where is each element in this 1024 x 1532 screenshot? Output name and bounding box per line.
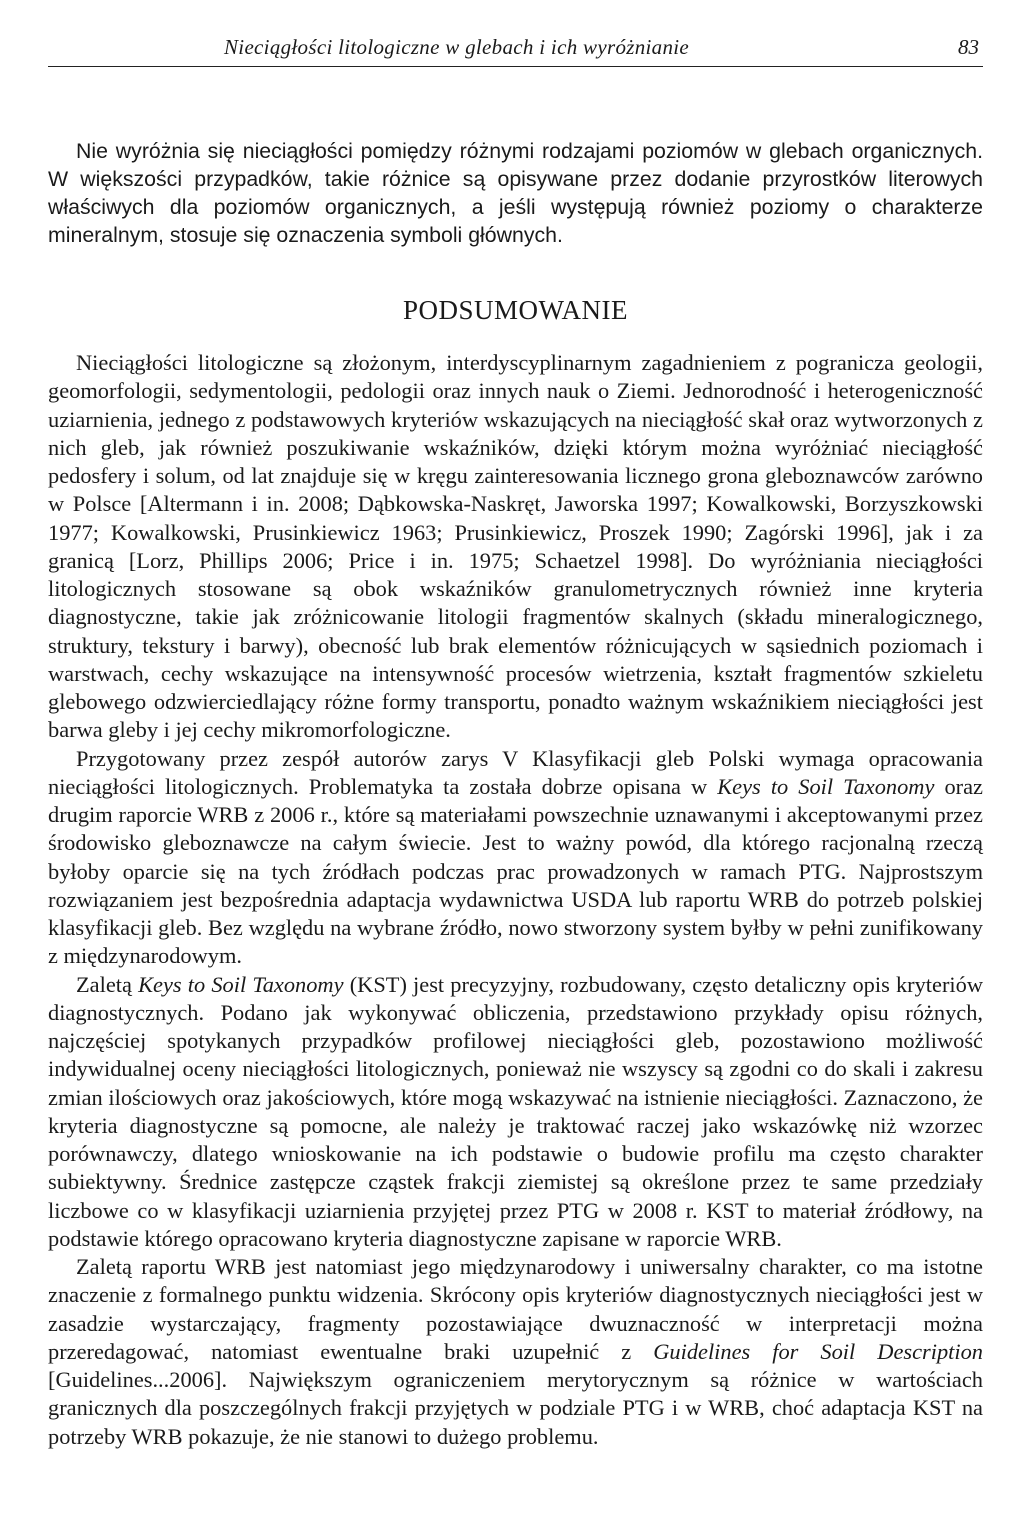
running-header bbox=[48, 28, 983, 67]
paragraph-2-text-a: Przygotowany przez zespół autorów zarys V Klasyfikacji gleb Polski wymaga opracowania nieciągłości litologicznych. Problematyka ta została dobrze opisana w bbox=[48, 745, 983, 799]
paragraph-3-text-b: (KST) jest precyzyjny, rozbudowany, często detaliczny opis kryteriów diagnostycznych. Podano jak wykonywać obliczenia, przedstawiono przykłady opisu różnych, najczęściej spotykanych przypadków profilowej nieciągłości gleb, pozostawiono możliwość indywidualnej oceny nieciągłości litologicznych, ponieważ nie wszyscy są zgodni co do skali i zakresu zmian ilościowych oraz jakościowych, które mogą wskazywać na istnienie nieciągłości. Zaznaczono, że kryteria diagnostyczne są pomocne, ale należy je traktować raczej jako wskazówkę niż wzorzec porównawczy, dlatego wnioskowanie na ich podstawie o budowie profilu ma często charakter subiektywny. Średnice zastępcze cząstek frakcji ziemistej są określone przez te same przedziały liczbowe co w klasyfikacji uziarnienia przyjętej przez PTG w 2008 r. KST to materiał źródłowy, na podstawie którego opracowano kryteria diagnostyczne zapisane w raporcie WRB. bbox=[48, 971, 984, 1251]
page bbox=[48, 28, 983, 1451]
paragraph-2-italic-title: Keys to Soil Taxonomy bbox=[717, 773, 935, 799]
paragraph-4-text-b: [Guidelines...2006]. Największym ograniczeniem merytorycznym są różnice w wartościach granicznych dla poszczególnych frakcji przyjętych w podziale PTG i w WRB, choć adaptacja KST na potrzeby WRB pokazuje, że nie stanowi to dużego problemu. bbox=[48, 1367, 983, 1449]
paragraph-4-text-a: Zaletą raportu WRB jest natomiast jego międzynarodowy i uniwersalny charakter, co ma istotne znaczenie z formalnego punktu widzenia. Skrócony opis kryteriów diagnostycznych nieciągłości jest w zasadzie wystarczający, fragmenty pozostawiające dwuznaczność w interpretacji można przeredagować, natomiast ewentualne braki uzupełnić z bbox=[48, 1254, 983, 1364]
running-title: Nieciągłości litologiczne w glebach i ich wyróżnianie bbox=[224, 35, 689, 59]
paragraph-2-text-b: oraz drugim raporcie WRB z 2006 r., które są materiałami powszechnie uznawanymi i akceptowanymi przez środowisko gleboznawcze na całym świecie. Jest to ważny powód, dla którego racjonalną rzeczą byłoby oparcie się na tych źródłach podczas prac prowadzonych w ramach PTG. Najprostszym rozwiązaniem jest bezpośrednia adaptacja wydawnictwa USDA lub raportu WRB do potrzeb polskiej klasyfikacji gleb. Bez względu na wybrane źródło, nowo stworzony system byłby w pełni zunifikowany z międzynarodowym. bbox=[48, 773, 983, 969]
paragraph-summary-3 bbox=[48, 971, 983, 1254]
paragraph-3-italic-title: Keys to Soil Taxonomy bbox=[138, 971, 344, 997]
page-number: 83 bbox=[958, 35, 979, 59]
intro-paragraph: Nie wyróżnia się nieciągłości pomiędzy różnymi rodzajami poziomów w glebach organicznych. W większości przypadków, takie różnice są opisywane przez dodanie przyrostków literowych właściwych dla poziomów organicznych, a jeśli występują również poziomy o charakterze mineralnym, stosuje się oznaczenia symboli głównych. bbox=[48, 139, 983, 247]
paragraph-summary-4 bbox=[48, 1253, 983, 1451]
paragraph-summary-2 bbox=[48, 745, 983, 971]
paragraph-3-text-a: Zaletą bbox=[76, 971, 139, 997]
paragraph-4-italic-title: Guidelines for Soil Description bbox=[653, 1338, 983, 1364]
paragraph-summary-1: Nieciągłości litologiczne są złożonym, interdyscyplinarnym zagadnieniem z pogranicza geologii, geomorfologii, sedymentologii, pedologii oraz innych nauk o Ziemi. Jednorodność i heterogeniczność uziarnienia, jednego z podstawowych kryteriów wskazujących na nieciągłość skał oraz wytworzonych z nich gleb, jak również poszukiwanie wskaźników, dzięki którym można wyróżniać nieciągłość pedosfery i solum, od lat znajduje się w kręgu zainteresowania licznego grona gleboznawców zarówno w Polsce [Altermann i in. 2008; Dąbkowska-Naskręt, Jaworska 1997; Kowalkowski, Borzyszkowski 1977; Kowalkowski, Prusinkiewicz 1963; Prusinkiewicz, Proszek 1990; Zagórski 1996], jak i za granicą [Lorz, Phillips 2006; Price i in. 1975; Schaetzel 1998]. Do wyróżniania nieciągłości litologicznych stosowane są obok wskaźników granulometrycznych również inne kryteria diagnostyczne, takie jak zróżnicowanie litologii fragmentów skalnych (składu mineralogicznego, struktury, tekstury i barwy), obecność lub brak elementów różnicujących w sąsiednich poziomach i warstwach, cechy wskazujące na intensywność procesów wietrzenia, kształt fragmentów szkieletu glebowego odzwierciedlający różne formy transportu, ponadto ważnym wskaźnikiem nieciągłości jest barwa gleby i jej cechy mikromorfologiczne. bbox=[48, 350, 983, 743]
section-heading: PODSUMOWANIE bbox=[402, 295, 628, 325]
